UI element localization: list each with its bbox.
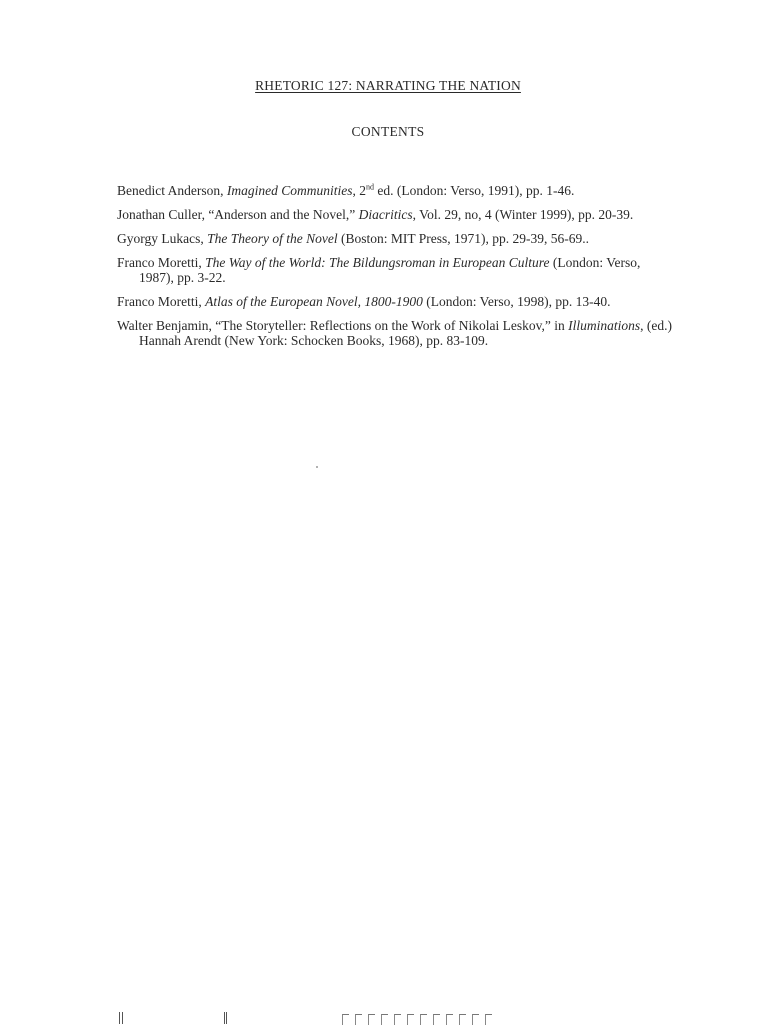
entry-author: Benedict Anderson, xyxy=(117,183,227,198)
contents-entry xyxy=(117,294,677,309)
entry-title: The Theory of the Novel xyxy=(207,231,338,246)
entry-title: The Way of the World: The Bildungsroman in European Culture xyxy=(205,255,550,270)
contents-heading: CONTENTS xyxy=(351,124,425,139)
entry-title: Diacritics xyxy=(358,207,413,222)
contents-entry xyxy=(117,255,677,285)
entry-citation: ed. (London: Verso, 1991), pp. 1-46. xyxy=(373,183,575,198)
entry-title: Imagined Communities xyxy=(226,183,353,198)
entry-title: Atlas of the European Novel, 1800-1900 xyxy=(205,294,423,309)
scan-mark xyxy=(119,1012,120,1024)
entry-author: Walter Benjamin, “The Storyteller: Reflections on the Work of Nikolai Leskov,” in xyxy=(117,318,569,333)
entry-text: , 2 xyxy=(352,183,366,198)
contents-entry xyxy=(117,207,677,222)
scan-speck xyxy=(316,466,318,468)
entry-citation: (London: Verso, 1998), pp. 13-40. xyxy=(422,294,611,309)
entry-title: Illuminations xyxy=(568,318,641,333)
scan-mark xyxy=(122,1012,123,1024)
contents-entry xyxy=(117,318,677,348)
entry-citation: (Boston: MIT Press, 1971), pp. 29-39, 56-69.. xyxy=(337,231,589,246)
contents-entry xyxy=(117,231,677,246)
entry-author: Franco Moretti, xyxy=(117,255,206,270)
entry-superscript: nd xyxy=(365,182,374,192)
entry-citation: (London: Verso, 1987), pp. 3-22. xyxy=(139,255,641,285)
entry-author: Franco Moretti, xyxy=(117,294,206,309)
entry-citation: , Vol. 29, no, 4 (Winter 1999), pp. 20-39. xyxy=(412,207,634,222)
scan-glyph-strip xyxy=(342,1014,492,1024)
contents-entry xyxy=(117,183,677,198)
contents-list xyxy=(117,183,677,357)
entry-author: Gyorgy Lukacs, xyxy=(117,231,208,246)
scan-mark xyxy=(226,1012,227,1024)
scan-mark xyxy=(224,1012,225,1024)
entry-author: Jonathan Culler, “Anderson and the Novel,” xyxy=(117,207,359,222)
scan-edge-artifacts xyxy=(0,1012,768,1024)
entry-citation: , (ed.) Hannah Arendt (New York: Schocken Books, 1968), pp. 83-109. xyxy=(139,318,672,348)
document-title: RHETORIC 127: NARRATING THE NATION xyxy=(255,78,521,93)
